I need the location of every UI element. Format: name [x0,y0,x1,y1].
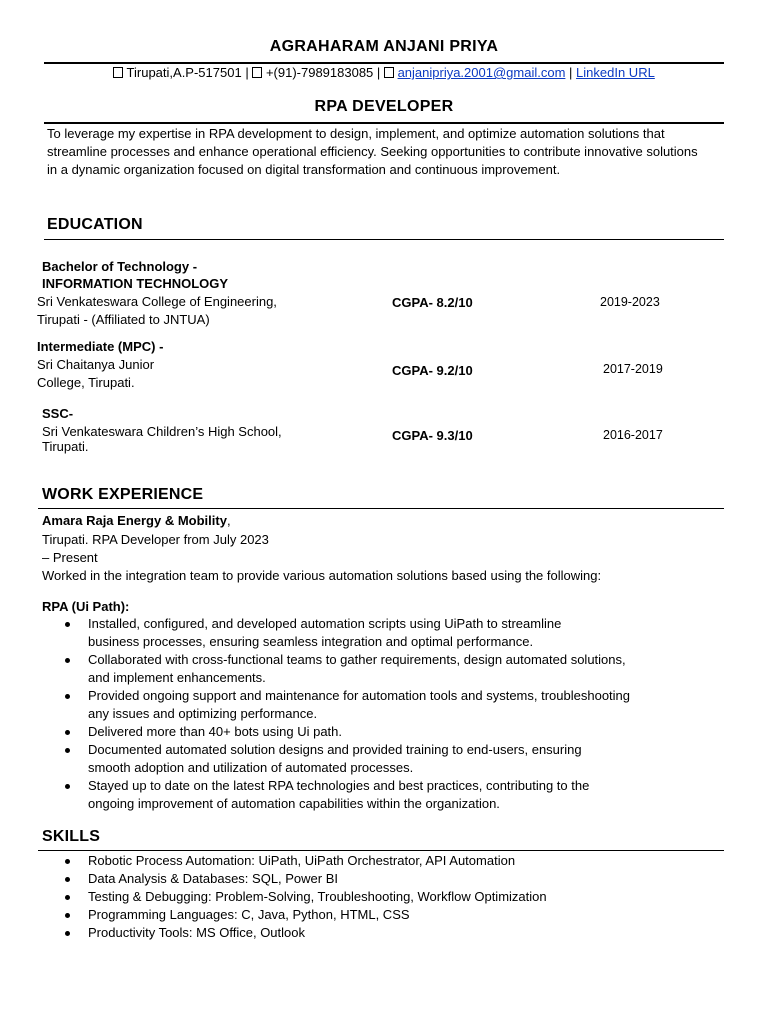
separator: | [376,65,381,80]
job-position: Tirupati. RPA Developer from July 2023 [42,532,269,547]
work-bullet-list [62,615,722,813]
rpa-subheading: RPA (Ui Path): [42,599,130,614]
edu-degree-major: INFORMATION TECHNOLOGY [42,276,229,291]
title-divider [44,122,724,124]
list-item: Programming Languages: C, Java, Python, HTML, CSS [62,906,722,924]
skills-divider [38,850,724,851]
edu-school-location: Tirupati. [42,439,89,454]
separator: | [569,65,573,80]
company-name: Amara Raja Energy & Mobility [42,513,227,528]
objective-text: To leverage my expertise in RPA development to design, implement, and optimize automation solutions that streamline processes and enhance operational efficiency. Seeking opportunities to contribute innovative solutions in a dynamic organization focused on digital transformation and continuous improvement. [47,126,698,177]
list-item: Data Analysis & Databases: SQL, Power BI [62,870,722,888]
list-item: Provided ongoing support and maintenance for automation tools and systems, troubleshooting any issues and optimizing performance. [62,687,722,723]
list-item: Stayed up to date on the latest RPA technologies and best practices, contributing to the ongoing improvement of automation capabilities within the organization. [62,777,722,813]
edu-years: 2017-2019 [603,362,663,376]
edu-degree: SSC- [42,406,74,421]
list-item: Installed, configured, and developed automation scripts using UiPath to streamline business processes, ensuring seamless integration and optimal performance. [62,615,722,651]
edu-years: 2016-2017 [603,428,663,442]
work-heading: WORK EXPERIENCE [42,486,204,503]
edu-degree: Bachelor of Technology - [42,259,198,274]
work-divider [38,508,724,509]
edu-school-location: Tirupati - (Affiliated to JNTUA) [37,312,210,327]
list-item: Robotic Process Automation: UiPath, UiPath Orchestrator, API Automation [62,852,722,870]
list-item: Testing & Debugging: Problem-Solving, Troubleshooting, Workflow Optimization [62,888,722,906]
email-icon [384,67,394,78]
company-suffix: , [226,513,231,528]
contact-line [0,65,768,80]
job-title: RPA DEVELOPER [314,98,454,115]
education-heading: EDUCATION [47,216,143,233]
email-link[interactable]: anjanipriya.2001@gmail.com [397,65,566,80]
edu-school: Sri Venkateswara Children’s High School, [42,424,282,439]
list-item: Collaborated with cross-functional teams to gather requirements, design automated solutions, and implement enhancements. [62,651,722,687]
skills-list [62,852,722,942]
list-item: Productivity Tools: MS Office, Outlook [62,924,722,942]
edu-degree: Intermediate (MPC) - [37,339,164,354]
list-item: Documented automated solution designs and provided training to end-users, ensuring smooth adoption and utilization of automated processes. [62,741,722,777]
edu-years: 2019-2023 [600,295,660,309]
separator: | [245,65,249,80]
phone-text: +(91)-7989183085 [265,65,374,80]
edu-school: Sri Chaitanya Junior [37,357,155,372]
candidate-name: AGRAHARAM ANJANI PRIYA [269,38,499,55]
edu-cgpa: CGPA- 8.2/10 [392,295,473,310]
location-icon [113,67,123,78]
edu-cgpa: CGPA- 9.2/10 [392,363,473,378]
skills-heading: SKILLS [42,828,101,845]
location-text: Tirupati,A.P-517501 [126,65,242,80]
linkedin-link[interactable]: LinkedIn URL [576,65,655,80]
education-divider [44,239,724,240]
edu-cgpa: CGPA- 9.3/10 [392,428,473,443]
job-duration: – Present [42,550,98,565]
edu-school-location: College, Tirupati. [37,375,135,390]
phone-icon [252,67,262,78]
header-divider [44,62,724,64]
edu-school: Sri Venkateswara College of Engineering, [37,294,277,309]
company-line [42,512,231,530]
list-item: Delivered more than 40+ bots using Ui path. [62,723,722,741]
work-summary: Worked in the integration team to provide various automation solutions based using the following: [42,568,602,583]
